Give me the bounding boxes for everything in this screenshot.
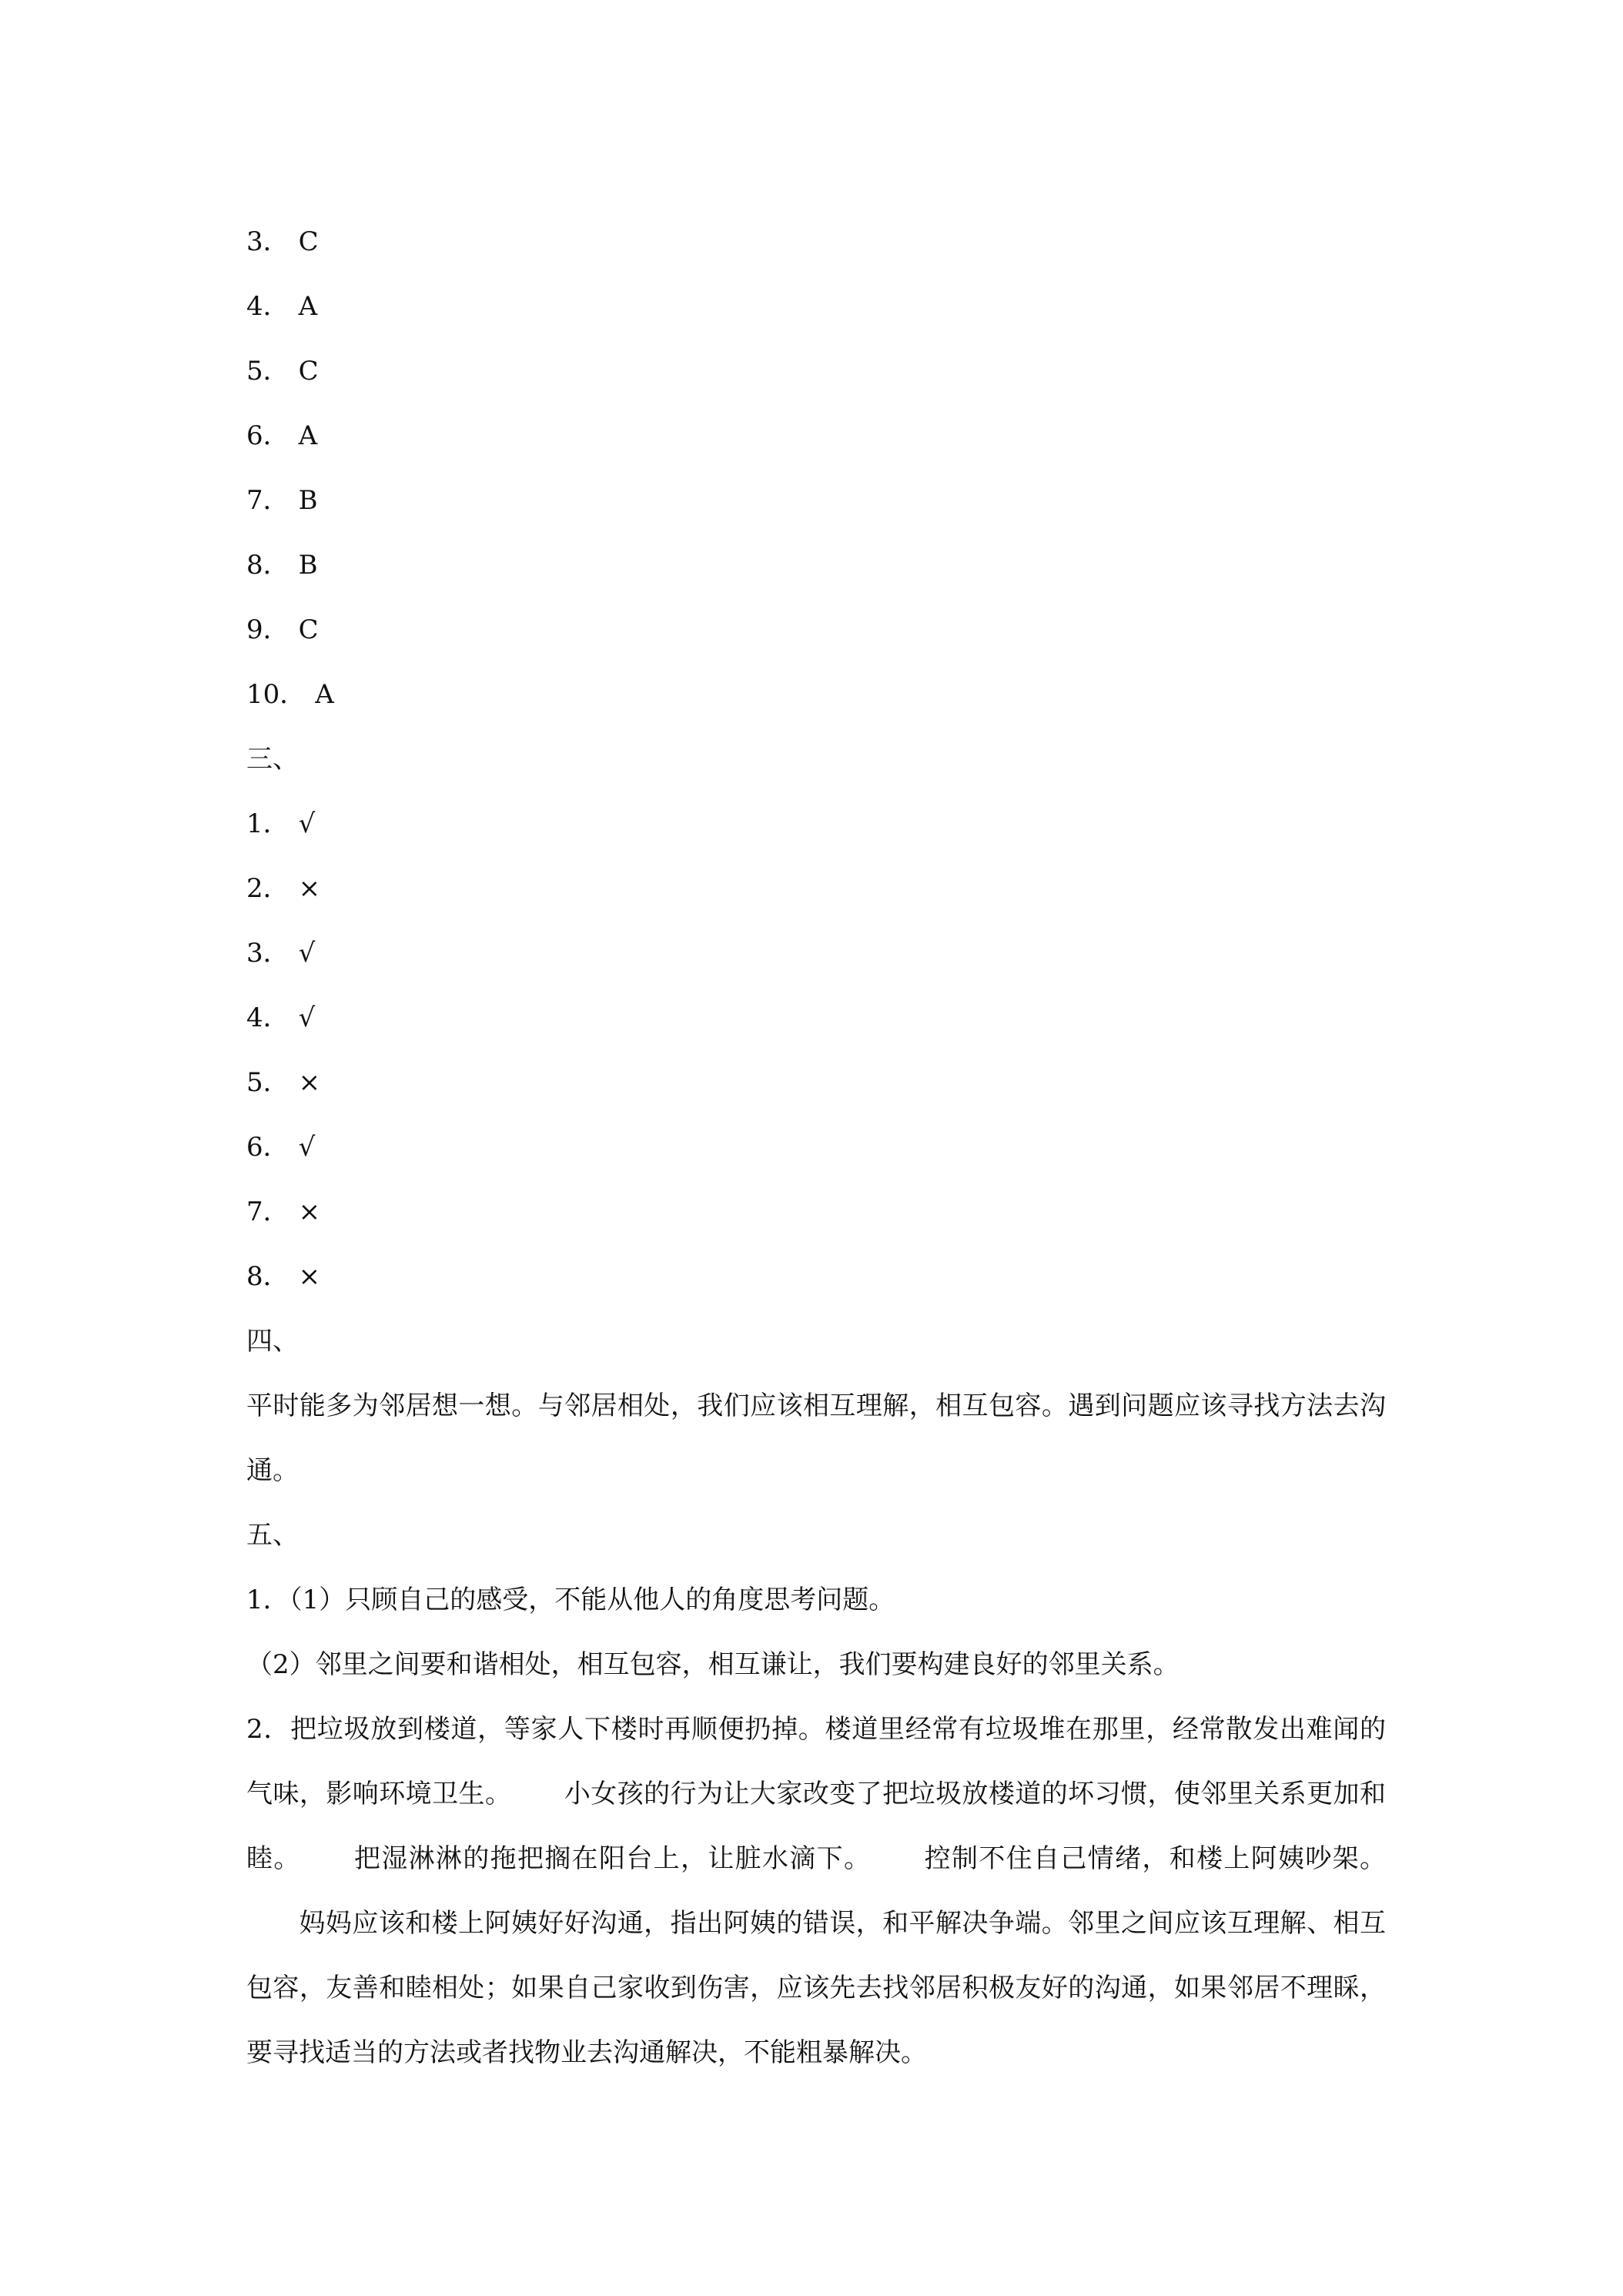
answer-item	[246, 274, 1386, 339]
answer-number: 5．	[246, 1067, 289, 1098]
q2-segment: 妈妈应该和楼上阿姨好好沟通，指出阿姨的错误，和平解决争端。邻里之间应该互理解、相互包容，友善和睦相处；如果自己家收到伤害，应该先去找邻居积极友好的沟通，如果邻居不理睬，要寻找适当的方法或者找物业去沟通解决，不能粗暴解决。	[246, 1908, 1386, 2068]
section-5-q1-part1: 1．（1）只顾自己的感受，不能从他人的角度思考问题。	[246, 1585, 895, 1615]
answer-value: ×	[298, 1067, 321, 1098]
answer-number: 8．	[246, 1261, 289, 1292]
section-5-q2-answer	[246, 1697, 1386, 2085]
q2-segment: 控制不住自己情绪，和楼上阿姨吵架。	[923, 1843, 1387, 1874]
answer-value: √	[298, 938, 316, 969]
answer-item	[246, 209, 1386, 274]
section-4-answer: 平时能多为邻居想一想。与邻居相处，我们应该相互理解，相互包容。遇到问题应该寻找方法去沟通。	[246, 1391, 1386, 1486]
section-5-q1-part2: （2）邻里之间要和谐相处，相互包容，相互谦让，我们要构建良好的邻里关系。	[246, 1649, 1180, 1680]
answer-value: C	[298, 226, 319, 257]
answer-value: B	[298, 485, 318, 516]
answer-number: 7．	[246, 485, 289, 516]
answer-item	[246, 921, 1386, 986]
answer-number: 2．	[246, 873, 289, 904]
answer-value: A	[298, 291, 318, 322]
answer-item	[246, 792, 1386, 856]
answer-number: 10．	[246, 679, 306, 710]
answer-item	[246, 856, 1386, 921]
answer-number: 3．	[246, 226, 289, 257]
section-3-answers	[246, 792, 1386, 1309]
answer-content	[246, 209, 1386, 2085]
answer-value: √	[298, 1002, 316, 1033]
answer-number: 4．	[246, 1002, 289, 1033]
answer-item	[246, 339, 1386, 403]
answer-item	[246, 986, 1386, 1050]
answer-value: B	[298, 550, 318, 581]
answer-value: A	[298, 420, 318, 451]
answer-value: C	[298, 356, 319, 387]
answer-number: 3．	[246, 938, 289, 969]
answer-item	[246, 1180, 1386, 1244]
answer-item	[246, 533, 1386, 597]
answer-number: 5．	[246, 356, 289, 387]
answer-item	[246, 1115, 1386, 1180]
q2-segment: 2．把垃圾放到楼道，等家人下楼时再顺便扔掉。楼道里经常有垃圾堆在那里，经常散发出难闻的气味，影响环境卫生。	[246, 1714, 1386, 1809]
answer-number: 9．	[246, 614, 289, 645]
answer-item	[246, 662, 1386, 727]
answer-number: 4．	[246, 291, 289, 322]
answer-number: 6．	[246, 1132, 289, 1163]
answer-item	[246, 1244, 1386, 1309]
section-5-title: 五、	[246, 1520, 299, 1551]
answer-value: ×	[298, 873, 321, 904]
q2-segment: 小女孩的行为让大家改变了把垃圾放楼道的坏习惯，使邻里关系更加和睦。	[246, 1779, 1386, 1874]
q2-segment: 把湿淋淋的拖把搁在阳台上，让脏水滴下。	[353, 1843, 872, 1874]
answer-value: ×	[298, 1261, 321, 1292]
answer-value: √	[298, 1132, 316, 1163]
answer-number: 8．	[246, 550, 289, 581]
answer-item	[246, 403, 1386, 468]
answer-value: ×	[298, 1197, 321, 1227]
section-2-answers	[246, 209, 1386, 727]
answer-item	[246, 468, 1386, 533]
section-4-title: 四、	[246, 1326, 299, 1357]
section-3-title: 三、	[246, 744, 299, 775]
answer-number: 1．	[246, 808, 289, 839]
answer-item	[246, 597, 1386, 662]
answer-number: 7．	[246, 1197, 289, 1227]
answer-item	[246, 1050, 1386, 1115]
answer-number: 6．	[246, 420, 289, 451]
answer-value: C	[298, 614, 319, 645]
answer-value: A	[315, 679, 334, 710]
answer-value: √	[298, 808, 316, 839]
